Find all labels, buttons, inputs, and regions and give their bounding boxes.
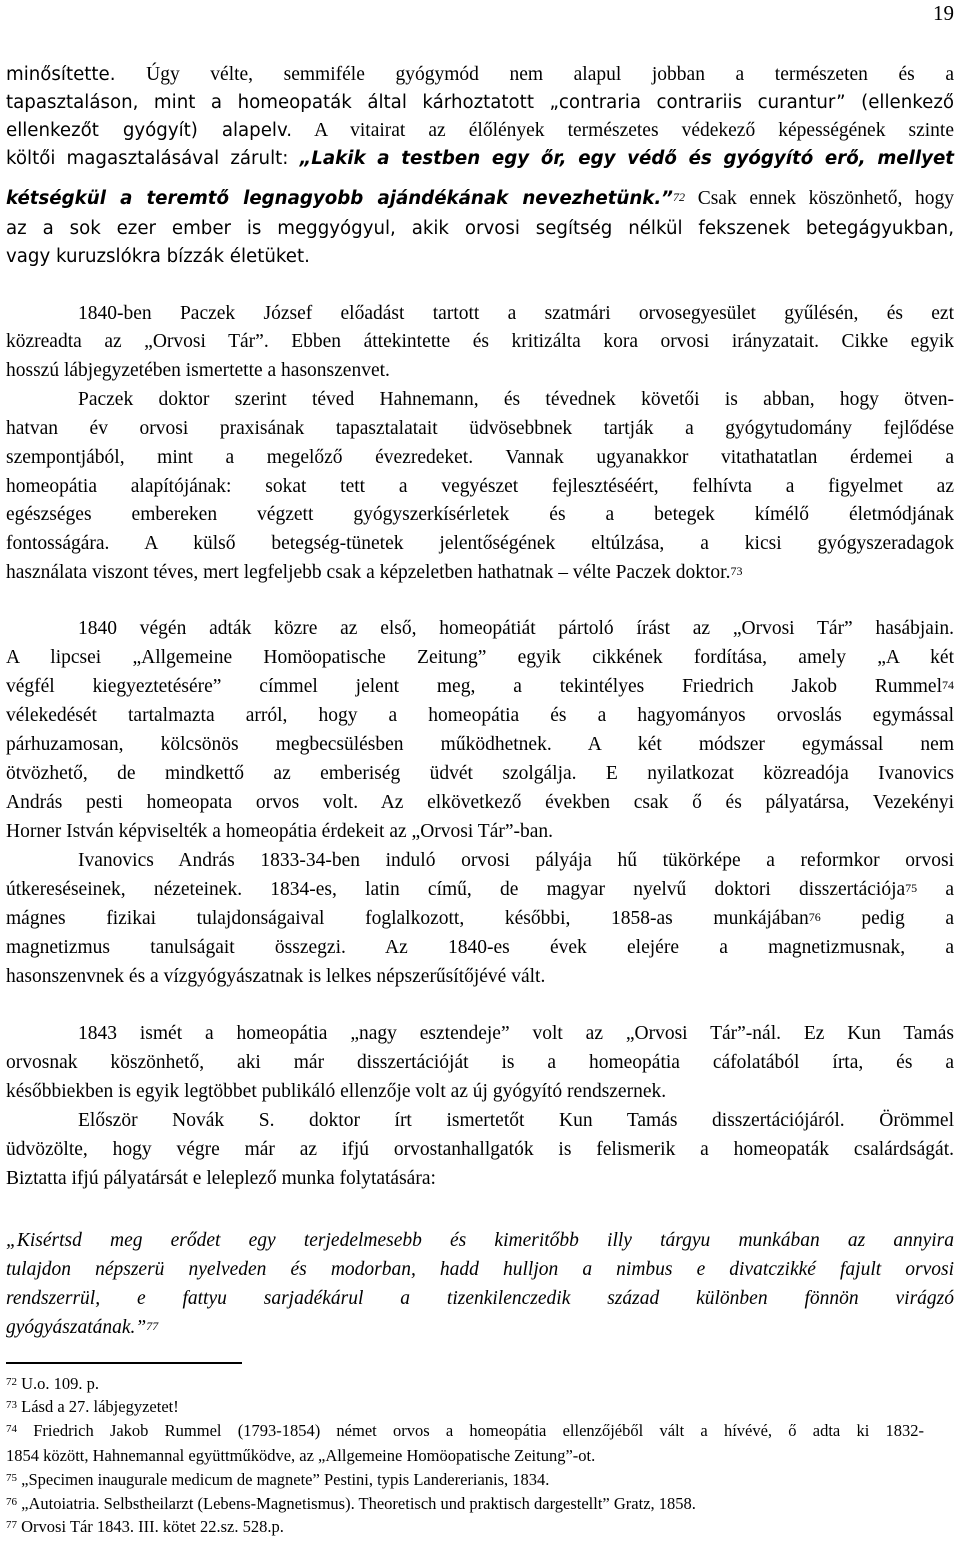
quote-line: tulajdon népszerü nyelveden és modorban, hadd hulljon a nimbus e divatczikké fajult orvosi (6, 1259, 954, 1280)
text-line: hatvan év orvosi praxisának tapasztalatait üdvösebbnek tartják a gyógytudomány fejlődése (6, 418, 954, 439)
footnote-ref[interactable]: 75 (905, 881, 918, 895)
text-line: vagy kuruzslókra bízzák életüket. (6, 246, 310, 267)
text-line: homeopátia alapítójának: sokat tett a vegyészet fejlesztéséért, felhívta a figyelmet az (6, 476, 954, 497)
text-line: későbbiekben is egyik legtöbbet publikáló ellenzője volt az új gyógyító rendszernek. (6, 1081, 667, 1102)
text-line: minősítette. Úgy vélte, semmiféle gyógymód nem alapul jobban a természeten és a (6, 64, 954, 85)
text-line: Paczek doktor szerint téved Hahnemann, és tévednek követői is abban, hogy ötven- (78, 389, 954, 410)
text-line: 1840 végén adták közre az első, homeopátiát pártoló írást az „Orvosi Tár” hasábjain. (78, 618, 954, 639)
text-line: Horner István képviselték a homeopátia érdekeit az „Orvosi Tár”-ban. (6, 821, 554, 842)
text-line: egészséges embereken végzett gyógyszerkísérletek és a betegek kímélő életmódjának (6, 504, 954, 525)
text-line: Ivanovics András 1833-34-ben induló orvosi pályája hű tükörképe a reformkor orvosi (78, 850, 954, 871)
text-line: hasonszenvnek és a vízgyógyászatnak is lelkes népszerűsítőjévé vált. (6, 966, 546, 987)
text-line: költői magasztalásával zárult: „Lakik a testben egy őr, egy védő és gyógyító erő, mellyet (6, 148, 954, 169)
text-line: szempontjából, mint a megelőző évezredeket. Vannak ugyanakkor vitathatatlan érdemei a (6, 447, 954, 468)
text-line: 1843 ismét a homeopátia „nagy esztendeje” volt az „Orvosi Tár”-nál. Ez Kun Tamás (78, 1023, 954, 1044)
page-number: 19 (933, 1, 954, 25)
quote-line: rendszerrül, e fattyu sarjadékárul a tizenkilenczedik század különben fönnön virágzó (6, 1288, 954, 1309)
footnote-ref[interactable]: 76 (808, 910, 821, 924)
footnote-72: $^{72}$ U.o. 109. p. (6, 1374, 100, 1393)
footnote-74-continued: 1854 között, Hahnemannal együttműködve, az „Allgemeine Homöopatische Zeitung”-ot. (6, 1446, 596, 1465)
footnote-73: $^{73}$ Lásd a 27. lábjegyzetet! (6, 1397, 179, 1416)
text-line: az a sok ezer ember is meggyógyul, akik orvosi segítség nélkül fekszenek betegágyukban, (6, 218, 954, 239)
text-line: végfél kiegyeztetésére” címmel jelent meg, a tekintélyes Friedrich Jakob Rummel$^{74}$ (6, 676, 954, 697)
footnote-ref[interactable]: 77 (146, 1319, 159, 1333)
text-line: A lipcsei „Allgemeine Homöopatische Zeitung” egyik cikkének fordítása, amely „A két (6, 647, 954, 668)
text-line: 1840-ben Paczek József előadást tartott a szatmári orvosegyesület gyűlésén, és ezt (78, 303, 954, 324)
text-line: ötvözhető, de mindkettő az emberiség üdvét szolgálja. E nyilatkozat közreadója Ivanovics (6, 763, 954, 784)
text-line: Biztatta ifjú pályatársát e leleplező munka folytatására: (6, 1168, 436, 1189)
text-line: mágnes fizikai tulajdonságaival foglalkozott, későbbi, 1858-as munkájában$^{76}$ pedig a (6, 908, 954, 929)
text-line: Először Novák S. doktor írt ismertetőt Kun Tamás disszertációjáról. Örömmel (78, 1110, 954, 1131)
text-line: hosszú lábjegyzetében ismertette a hasonszenvet. (6, 360, 390, 381)
text-line: kétségkül a teremtő legnagyobb ajándékának nevezhetünk.”$^{72}$ Csak ennek köszönhető, hogy (6, 188, 954, 209)
footnote-ref[interactable]: 74 (942, 678, 954, 692)
footnote-77: $^{77}$ Orvosi Tár 1843. III. kötet 22.sz. 528.p. (6, 1517, 284, 1536)
footnote-ref[interactable]: 73 (730, 564, 743, 578)
footnote-74: $^{74}$ Friedrich Jakob Rummel (1793-1854) német orvos a homeopátia ellenzőjéből vált a hívévé, ő adta ki 1832- (6, 1421, 925, 1440)
footnote-separator (6, 1362, 242, 1364)
text-line: útkereséseinek, nézeteinek. 1834-es, latin című, de magyar nyelvű doktori disszertációja$^{75}$ a (6, 879, 954, 900)
footnote-ref[interactable]: 72 (673, 190, 686, 204)
quote-line: „Kisértsd meg erődet egy terjedelmesebb és kimeritőbb illy tárgyu munkában az annyira (6, 1230, 954, 1251)
text-line: fontosságára. A külső betegség-tünetek jelentőségének eltúlzása, a kicsi gyógyszeradagok (6, 533, 954, 554)
text-line: András pesti homeopata orvos volt. Az elkövetkező években csak ő és pályatársa, Vezekényi (6, 792, 954, 813)
text-line: használata viszont téves, mert legfeljebb csak a képzeletben hathatnak – vélte Paczek doktor.$^{73}$ (6, 562, 743, 583)
footnote-76: $^{76}$ „Autoiatria. Selbstheilarzt (Lebens-Magnetismus). Theoretisch und praktisch dargestellt” Gratz, 1858. (6, 1494, 696, 1513)
text-line: tapasztaláson, mint a homeopaták által kárhoztatott „contraria contrariis curantur” (ellenkező (6, 92, 954, 113)
text-line: orvosnak köszönhető, aki már disszertációját is a homeopátia cáfolatából írta, és a (6, 1052, 954, 1073)
text-line: párhuzamosan, kölcsönös megbecsülésben működhetnek. A két módszer egymással nem (6, 734, 954, 755)
text-line: ellenkezőt gyógyít) alapelv. A vitairat az élőlények természetes védekező képességének szinte (6, 120, 954, 141)
text-line: vélekedését tartalmazta arról, hogy a homeopátia és a hagyományos orvoslás egymással (6, 705, 954, 726)
footnote-75: $^{75}$ „Specimen inaugurale medicum de magnete” Pestini, typis Landererianis, 1834. (6, 1470, 550, 1489)
text-line: üdvözölte, hogy végre már az ifjú orvostanhallgatók is felismerik a homeopaták csalárdságát. (6, 1139, 954, 1160)
text-line: közreadta az „Orvosi Tár”. Ebben áttekintette és kritizálta kora orvosi irányzatait. Cikke egyik (6, 331, 954, 352)
text-line: magnetizmus tanulságait összegzi. Az 1840-es évek elejére a magnetizmusnak, a (6, 937, 954, 958)
quote-line: gyógyászatának.”$^{77}$ (6, 1317, 159, 1338)
